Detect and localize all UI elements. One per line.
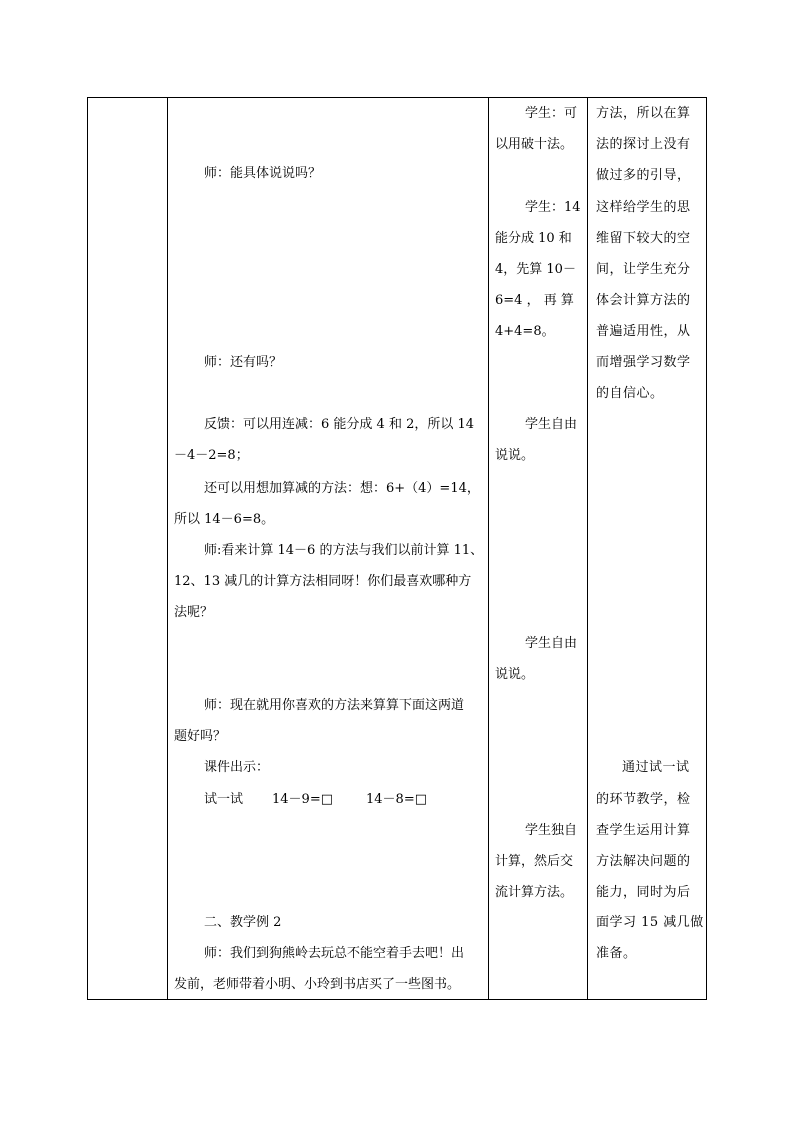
teacher-line: 发前，老师带着小明、小玲到书店买了一些图书。 [174,977,461,992]
intent-line: 方法解决问题的 [596,854,691,869]
intent-line: 方法，所以在算 [596,106,691,121]
teacher-line: 师：能具体说说吗？ [204,166,322,181]
intent-line: 准备。 [596,946,637,961]
teacher-line: 师:看来计算 14－6 的方法与我们以前计算 11、 [204,543,484,558]
student-line: 学生：14 [525,200,581,215]
intent-line: 体会计算方法的 [596,293,691,308]
exercise-1: 14－9=□ [272,792,333,807]
student-line: 4+4=8。 [495,324,555,339]
feedback-line: 反馈：可以用连减：6 能分成 4 和 2，所以 14 [204,417,475,432]
student-line: 学生自由 [525,636,578,651]
intent-line: 普遍适用性，从 [596,324,691,339]
design-intent-column [588,98,706,999]
student-line: 学生：可 [525,106,578,121]
student-line: 学生独自 [525,823,578,838]
teacher-line: 师：还有吗？ [204,355,283,370]
student-line: 说说。 [495,448,535,463]
student-line: 以用破十法。 [495,137,574,152]
student-line: 说说。 [495,667,535,682]
exercise-2: 14－8=□ [366,792,427,807]
teacher-line: 题好吗？ [174,729,227,744]
intent-line: 的自信心。 [596,386,664,401]
intent-line: 法的探讨上没有 [596,137,691,152]
section-heading: 二、教学例 2 [204,915,282,930]
method-line: 还可以用想加算减的方法：想：6+（4）=14， [204,481,480,496]
student-activity-column [489,98,587,999]
student-line: 流计算方法。 [495,885,574,900]
intent-line: 面学习 15 减几做 [596,915,704,930]
teacher-line: 师：我们到狗熊岭去玩总不能空着手去吧！出 [204,946,465,961]
intent-line: 查学生运用计算 [596,823,691,838]
feedback-line: －4－2=8； [174,448,249,463]
intent-line: 做过多的引导， [596,168,691,183]
intent-line: 维留下较大的空 [596,231,691,246]
intent-line: 能力，同时为后 [596,885,691,900]
lesson-plan-table [87,97,707,1000]
courseware-label: 课件出示： [204,760,270,775]
student-line: 学生自由 [525,417,578,432]
stage-column [88,98,167,999]
student-line: 6=4 ， 再 算 [495,293,574,308]
method-line: 所以 14－6=8。 [174,512,275,527]
student-line: 能分成 10 和 [495,231,572,246]
teacher-line: 12、13 减几的计算方法相同呀！你们最喜欢哪种方 [174,574,472,589]
teaching-process-column [168,98,488,999]
student-line: 计算，然后交 [495,854,574,869]
teacher-line: 师：现在就用你喜欢的方法来算算下面这两道 [204,698,465,713]
try-label: 试一试 [204,792,244,807]
intent-line: 通过试一试 [622,760,690,775]
teacher-line: 法呢？ [174,605,214,620]
intent-line: 间，让学生充分 [596,262,691,277]
intent-line: 而增强学习数学 [596,355,691,370]
intent-line: 这样给学生的思 [596,200,691,215]
student-line: 4，先算 10－ [495,262,576,277]
intent-line: 的环节教学，检 [596,792,691,807]
